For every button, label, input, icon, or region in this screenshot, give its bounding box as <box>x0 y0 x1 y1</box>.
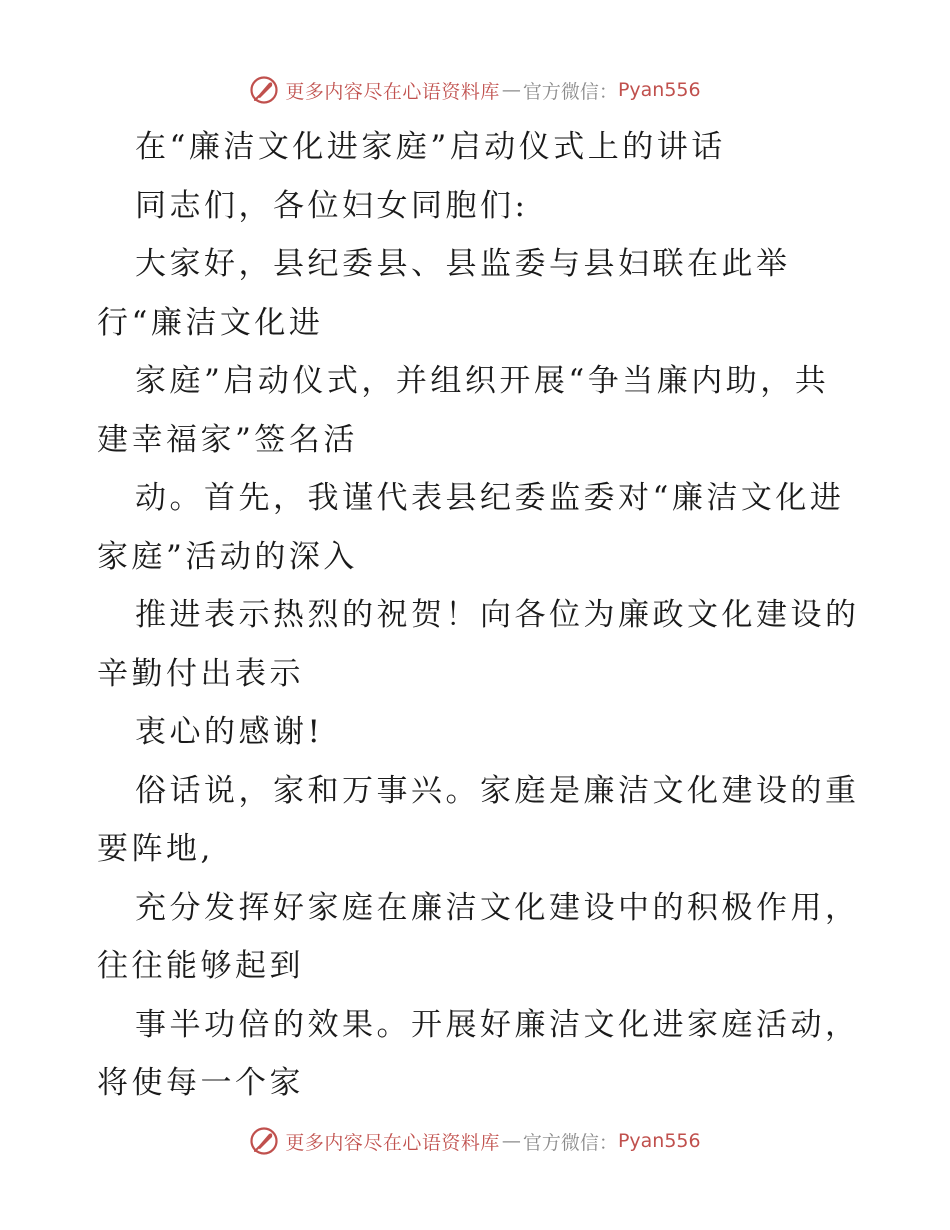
header-banner <box>0 70 950 110</box>
doc-line-10: 辛勤付出表示 <box>97 655 304 692</box>
doc-line-13: 要阵地, <box>97 831 214 867</box>
quill-logo-icon <box>249 75 279 105</box>
doc-line-11: 衷心的感谢! <box>135 714 324 750</box>
doc-line-12: 俗话说，家和万事兴。家庭是廉洁文化建设的重 <box>135 772 860 809</box>
banner-dash: — <box>501 1130 521 1152</box>
banner-wechat-id: Pyan556 <box>617 79 701 101</box>
doc-line-1: 在“廉洁文化进家庭”启动仪式上的讲话 <box>135 129 726 165</box>
doc-line-14: 充分发挥好家庭在廉洁文化建设中的积极作用， <box>135 889 860 926</box>
banner-promo-text: 更多内容尽在心语资料库 <box>285 1131 500 1154</box>
doc-line-9: 推进表示热烈的祝贺！向各位为廉政文化建设的 <box>135 597 860 633</box>
document-body <box>97 118 860 1113</box>
footer-banner <box>0 1121 950 1161</box>
doc-line-8: 家庭”活动的深入 <box>97 538 358 575</box>
doc-line-7: 动。首先，我谨代表县纪委监委对“廉洁文化进 <box>135 480 845 516</box>
banner-wechat-label: 官方微信： <box>522 80 618 103</box>
quill-logo-icon <box>249 1126 279 1156</box>
banner-wechat-id: Pyan556 <box>617 1130 701 1152</box>
banner-promo-text: 更多内容尽在心语资料库 <box>285 80 500 103</box>
banner-dash: — <box>501 79 521 101</box>
doc-line-17: 将使每一个家 <box>97 1065 304 1101</box>
doc-line-2: 同志们，各位妇女同胞们: <box>135 187 529 224</box>
doc-line-15: 往往能够起到 <box>97 948 304 984</box>
doc-line-4: 行“廉洁文化进 <box>97 304 324 341</box>
banner-wechat-label: 官方微信： <box>522 1131 618 1154</box>
doc-line-16: 事半功倍的效果。开展好廉洁文化进家庭活动， <box>135 1006 860 1043</box>
doc-line-6: 建幸福家”签名活 <box>97 421 358 458</box>
doc-line-3: 大家好，县纪委县、县监委与县妇联在此举 <box>135 246 791 282</box>
doc-line-5: 家庭”启动仪式，并组织开展“争当廉内助，共 <box>135 363 830 399</box>
